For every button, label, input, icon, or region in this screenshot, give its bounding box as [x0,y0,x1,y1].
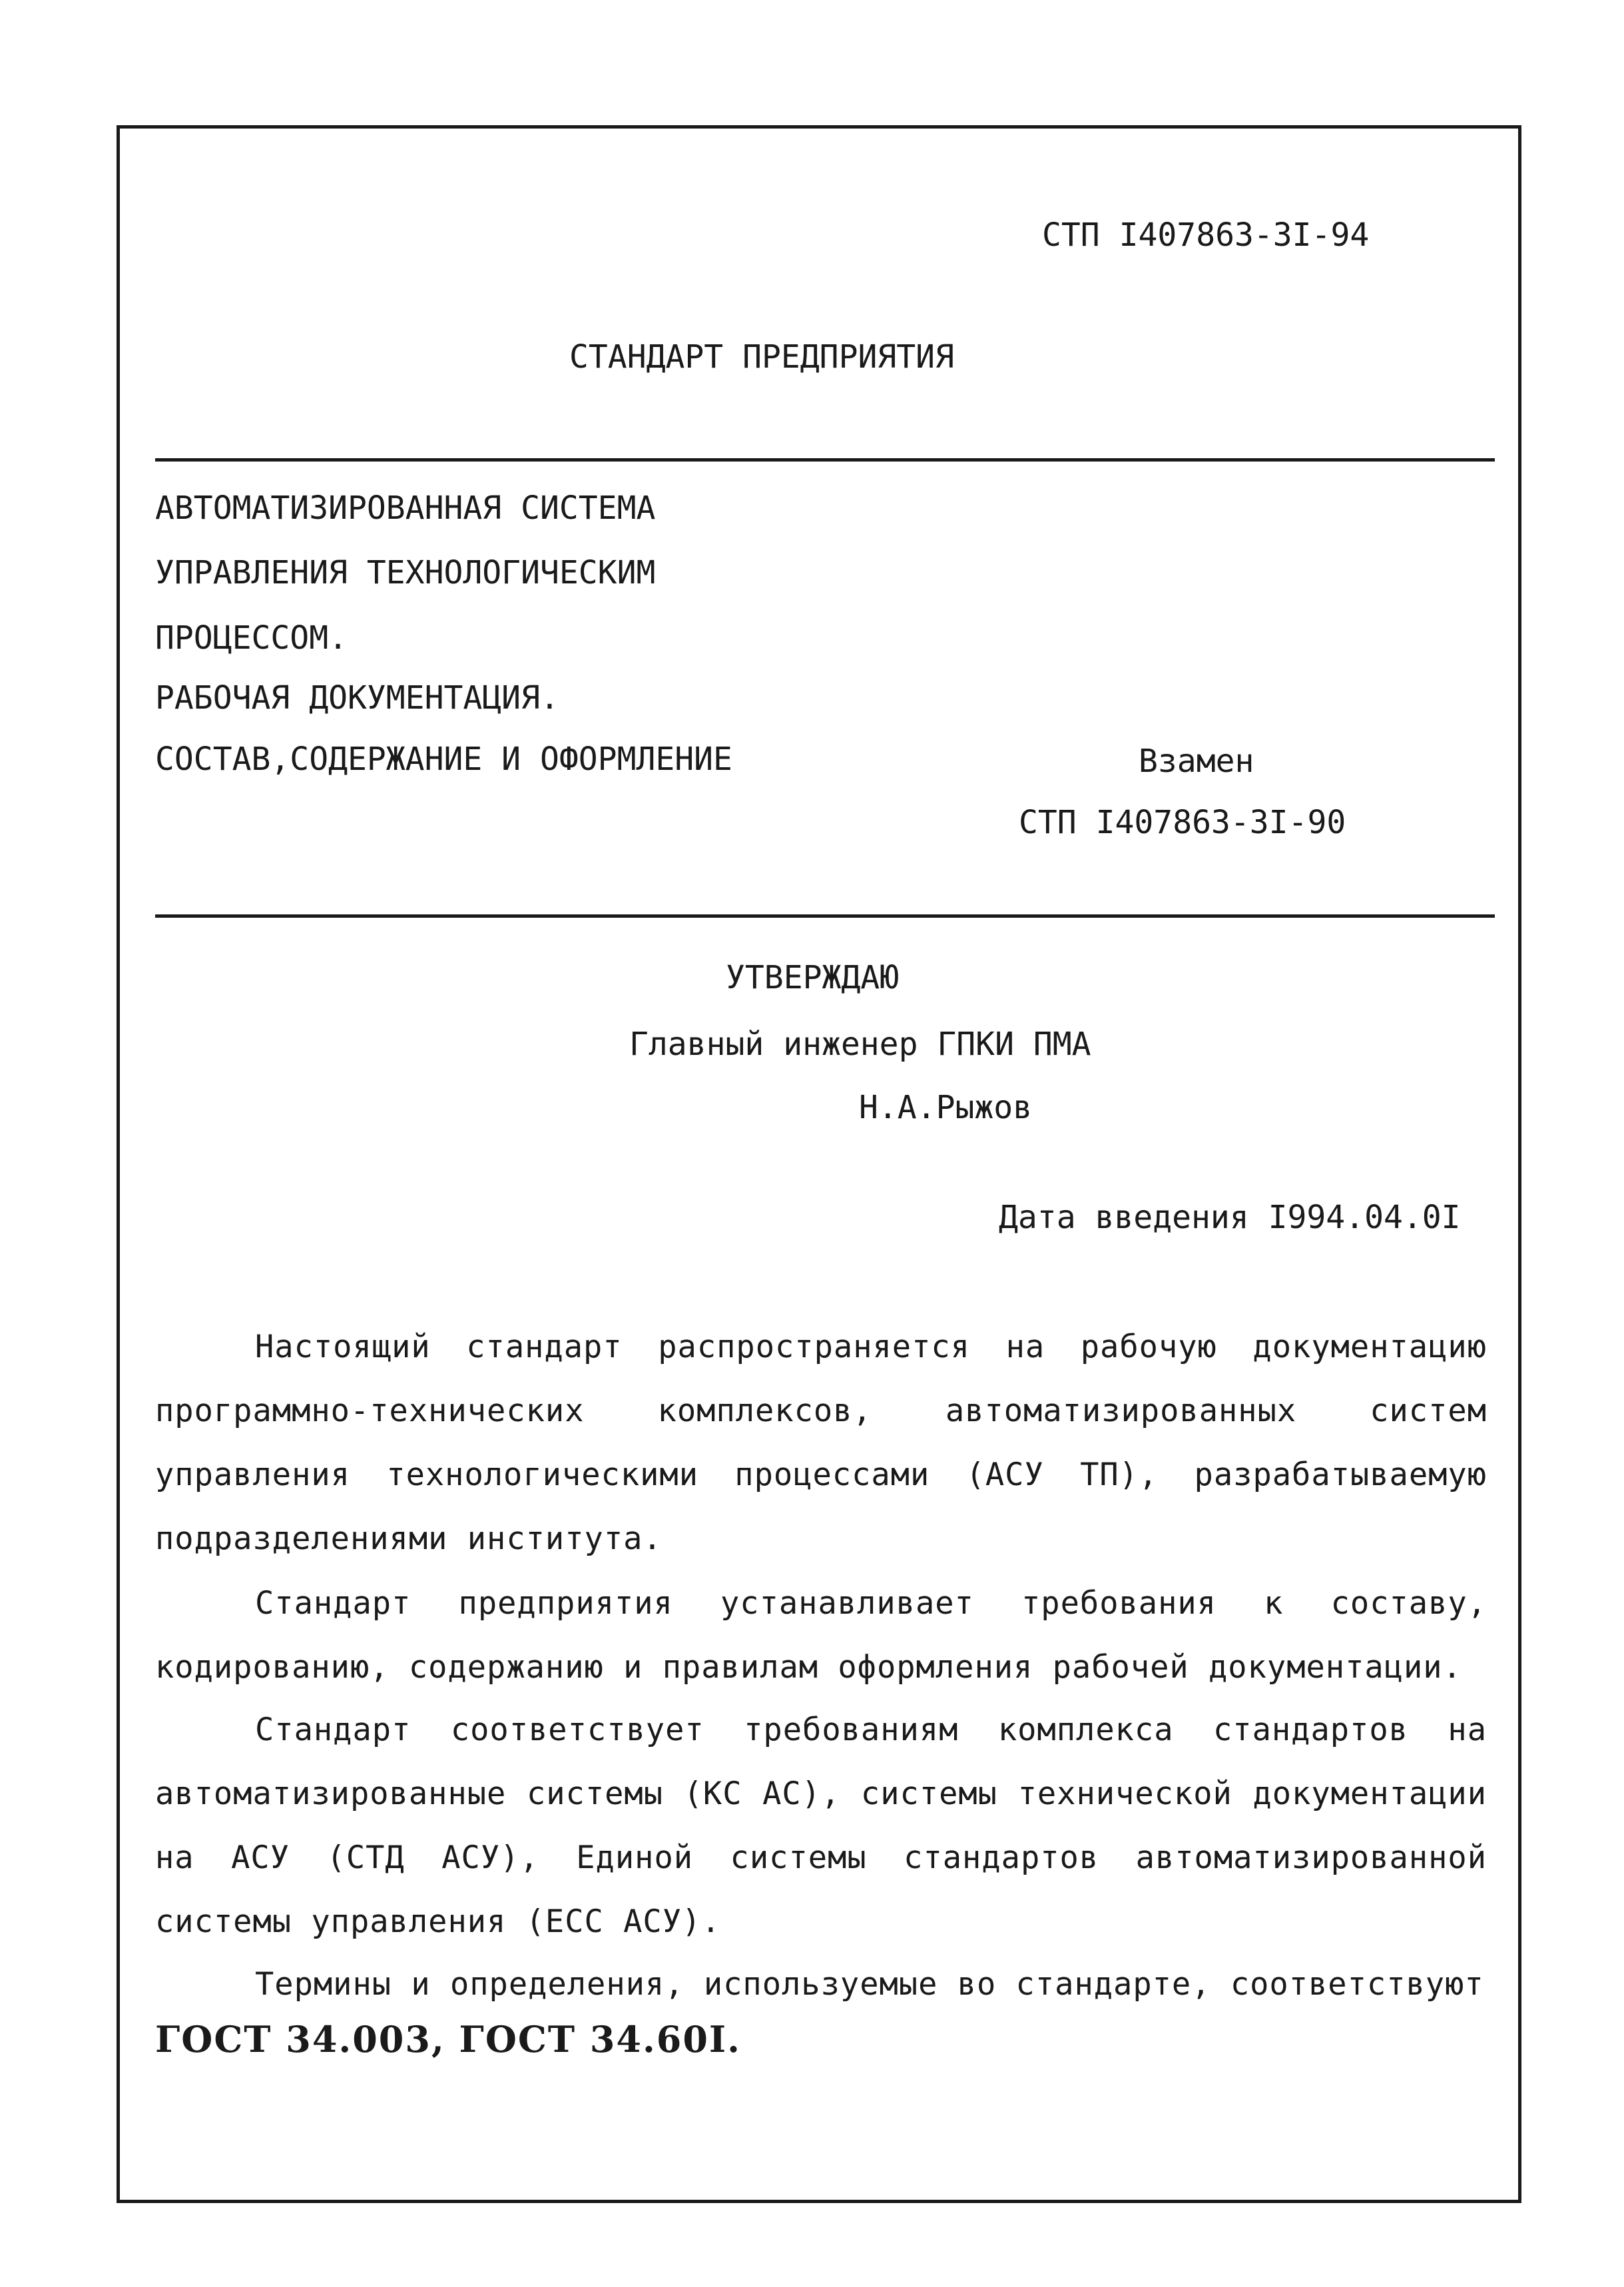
body-paragraph-1: Настоящий стандарт распространяется на рабочую документацию программно-технических комплексов, автоматизированных систем управления технологическими процессами (АСУ ТП), разрабатываемую подразделениями института. [155,1329,1487,1557]
body-paragraph-3: Стандарт соответствует требованиям комплекса стандартов на автоматизированные системы (КС АС), системы технической документации на АСУ (СТД АСУ), Единой системы стандартов автоматизированной системы управления (ЕСС АСУ). [155,1712,1487,1940]
intro-date: Дата введения I994.04.0I [999,1199,1461,1236]
title-line-1: АВТОМАТИЗИРОВАННАЯ СИСТЕМА [155,490,656,527]
title-line-3: ПРОЦЕССОМ. [155,619,348,657]
title-line-2: УПРАВЛЕНИЯ ТЕХНОЛОГИЧЕСКИМ [155,554,656,591]
standard-type-title: СТАНДАРТ ПРЕДПРИЯТИЯ [569,338,954,376]
replaces-number: СТП I407863-3I-90 [1019,804,1346,841]
body-paragraph-2: Стандарт предприятия устанавливает требования к составу, кодированию, содержанию и правилам оформления рабочей документации. [155,1585,1487,1686]
approval-position: Главный инженер ГПКИ ПМА [629,1026,1091,1063]
replaces-label: Взамен [1139,743,1254,780]
approval-heading: УТВЕРЖДАЮ [726,959,900,996]
title-line-4: РАБОЧАЯ ДОКУМЕНТАЦИЯ. [155,679,559,717]
divider-bottom [155,914,1495,918]
approval-name: Н.А.Рыжов [859,1089,1033,1126]
title-line-5: СОСТАВ,СОДЕРЖАНИЕ И ОФОРМЛЕНИЕ [155,741,732,778]
body-paragraph-4: Термины и определения, используемые во стандарте, соответствуют [255,1966,1484,2003]
gost-references: ГОСТ 34.003, ГОСТ 34.60I. [155,2018,741,2061]
doc-number: СТП I407863-3I-94 [1042,216,1370,254]
divider-top [155,458,1495,462]
